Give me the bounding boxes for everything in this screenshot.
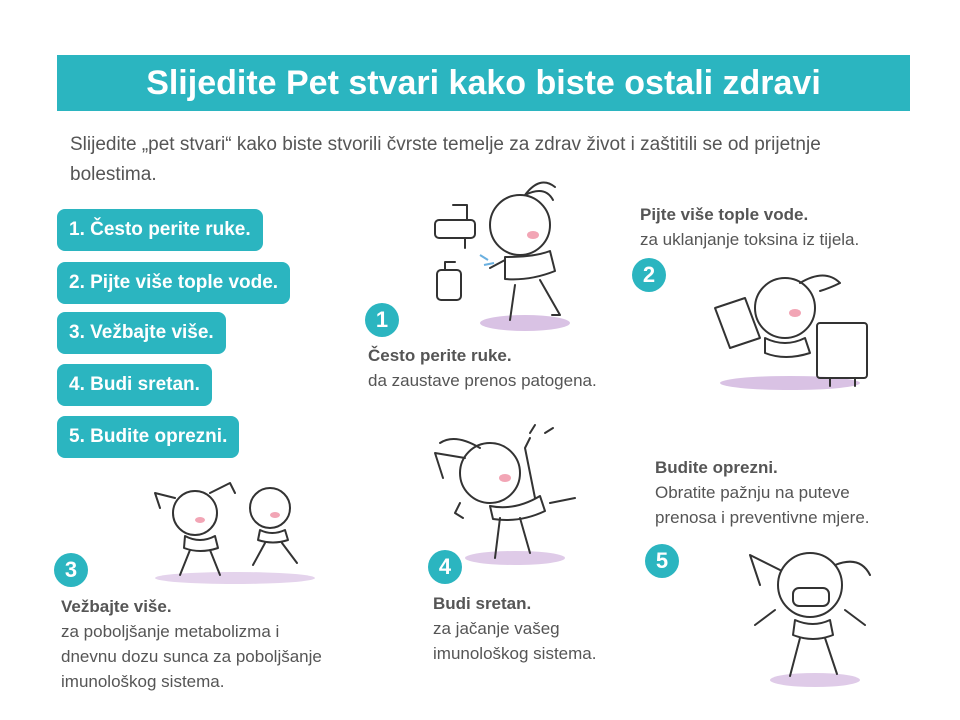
step-caption-5 <box>655 455 870 530</box>
step-heading-1: Često perite ruke. <box>368 346 512 365</box>
step-number-1: 1 <box>365 303 399 337</box>
step-text-5b: prenosa i preventivne mjere. <box>655 508 870 527</box>
step-text-3b: dnevnu dozu sunca za poboljšanje <box>61 647 322 666</box>
list-item-2: 2. Pijte više tople vode. <box>57 262 290 304</box>
intro-text: Slijedite „pet stvari“ kako biste stvorili čvrste temelje za zdrav život i zaštitili se od prijetnje bolestima. <box>70 134 821 185</box>
list-item-3: 3. Vežbajte više. <box>57 312 226 354</box>
illustration-be-careful <box>735 540 885 690</box>
list-item-4: 4. Budi sretan. <box>57 364 212 406</box>
step-number-4: 4 <box>428 550 462 584</box>
step-text-4a: za jačanje vašeg <box>433 619 560 638</box>
page-title: Slijedite Pet stvari kako biste ostali zdravi <box>146 64 821 102</box>
step-caption-1 <box>368 343 597 393</box>
step-text-1: da zaustave prenos patogena. <box>368 371 597 390</box>
illustration-exercise <box>140 478 325 588</box>
step-text-5a: Obratite pažnju na puteve <box>655 483 850 502</box>
step-text-3a: za poboljšanje metabolizma i <box>61 622 280 641</box>
step-number-5: 5 <box>645 544 679 578</box>
illustration-be-happy <box>420 418 595 568</box>
title-banner <box>57 55 910 111</box>
step-heading-2: Pijte više tople vode. <box>640 205 809 224</box>
illustration-drink-water <box>705 268 880 393</box>
step-number-2: 2 <box>632 258 666 292</box>
step-caption-3 <box>61 594 322 694</box>
list-item-1: 1. Često perite ruke. <box>57 209 263 251</box>
step-number-3: 3 <box>54 553 88 587</box>
step-text-2: za uklanjanje toksina iz tijela. <box>640 230 860 249</box>
step-heading-3: Vežbajte više. <box>61 597 172 616</box>
step-heading-4: Budi sretan. <box>433 594 532 613</box>
step-caption-2 <box>640 202 859 252</box>
step-text-4b: imunološkog sistema. <box>433 644 597 663</box>
step-text-3c: imunološkog sistema. <box>61 672 225 691</box>
step-caption-4 <box>433 591 596 666</box>
illustration-wash-hands <box>425 175 585 335</box>
list-item-5: 5. Budite oprezni. <box>57 416 239 458</box>
step-heading-5: Budite oprezni. <box>655 458 778 477</box>
